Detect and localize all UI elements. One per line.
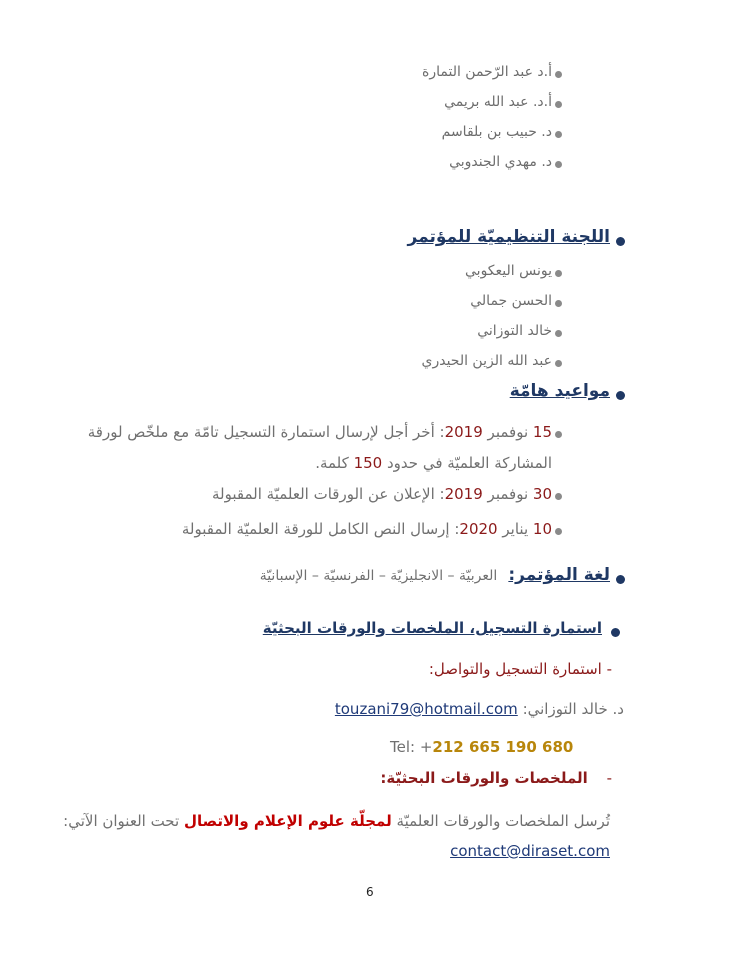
organizing-committee-heading: اللجنة التنظيميّة للمؤتمر	[407, 227, 610, 247]
bullet-dot	[555, 161, 562, 168]
committee-member: د. حبيب بن بلقاسم	[441, 124, 552, 140]
abstracts-label: الملخصات والورقات البحثيّة:	[380, 769, 588, 787]
date-year: 2019	[444, 485, 483, 503]
abstracts-dash: -	[606, 769, 612, 787]
language-heading: لغة المؤتمر:	[508, 565, 610, 585]
bullet-dot	[555, 493, 562, 500]
bullet-dot	[555, 300, 562, 307]
bullet-dot	[555, 360, 562, 367]
date-day: 10	[532, 520, 552, 538]
tel-number: 212 665 190 680	[432, 738, 574, 756]
journal-email-link[interactable]: contact@diraset.com	[450, 842, 610, 860]
date-month: نوفمبر	[487, 485, 529, 503]
bullet-dot	[555, 71, 562, 78]
committee-member: أ.د عبد الرّحمن التمارة	[422, 64, 552, 80]
date-day: 30	[532, 485, 552, 503]
bullet-dot	[555, 131, 562, 138]
organizing-member: الحسن جمالي	[470, 293, 552, 309]
section-bullet	[616, 237, 625, 246]
date-item-2	[212, 485, 552, 503]
abstracts-row	[380, 769, 612, 787]
date-text-line2: المشاركة العلميّة في حدود	[386, 454, 552, 472]
contact-name: د. خالد التوزاني:	[522, 700, 624, 718]
date-month: يناير	[502, 520, 529, 538]
date-month: نوفمبر	[487, 423, 529, 441]
send-suffix: تحت العنوان الآتي:	[63, 812, 180, 830]
bullet-dot	[555, 270, 562, 277]
word-count: 150	[353, 454, 383, 472]
important-dates-heading: مواعيد هامّة	[509, 381, 610, 401]
bullet-dot	[555, 431, 562, 438]
committee-member: أ.د. عبد الله بريمي	[444, 94, 552, 110]
date-item-3	[182, 520, 552, 538]
date-item-1	[88, 423, 552, 441]
tel-row	[390, 738, 573, 756]
section-bullet	[616, 391, 625, 400]
date-day: 15	[532, 423, 552, 441]
bullet-dot	[555, 101, 562, 108]
contact-row	[335, 700, 624, 718]
bullet-dot	[555, 528, 562, 535]
date-year: 2020	[459, 520, 498, 538]
organizing-member: خالد التوزاني	[477, 323, 552, 339]
registration-heading: استمارة التسجيل، الملخصات والورقات البحثيّة	[262, 619, 602, 637]
bullet-dot	[555, 330, 562, 337]
page-number: 6	[366, 885, 374, 899]
date-text: : أخر أجل لإرسال استمارة التسجيل تامّة مع ملخّص لورقة	[87, 423, 445, 441]
send-prefix: تُرسل الملخصات والورقات العلميّة	[396, 812, 610, 830]
journal-name: لمجلّة علوم الإعلام والاتصال	[183, 812, 392, 830]
organizing-member: يونس اليعكوبي	[465, 263, 552, 279]
date-item-1-line2	[315, 454, 552, 472]
word-count-suffix: كلمة.	[315, 454, 349, 472]
date-year: 2019	[444, 423, 483, 441]
section-bullet	[616, 575, 625, 584]
organizing-member: عبد الله الزين الحيدري	[421, 353, 552, 369]
tel-label: Tel: +	[390, 738, 433, 756]
registration-form-label: - استمارة التسجيل والتواصل:	[428, 660, 612, 678]
date-text: : الإعلان عن الورقات العلميّة المقبولة	[212, 485, 445, 503]
section-bullet	[611, 628, 620, 637]
language-row	[260, 565, 610, 585]
send-instructions	[63, 812, 610, 830]
contact-email-link[interactable]: touzani79@hotmail.com	[334, 700, 518, 718]
language-value: العربيّة – الانجليزيّة – الفرنسيّة – الإسبانيّة	[259, 568, 498, 584]
committee-member: د. مهدي الجندوبي	[449, 154, 552, 170]
date-text: : إرسال النص الكامل للورقة العلميّة المقبولة	[181, 520, 460, 538]
